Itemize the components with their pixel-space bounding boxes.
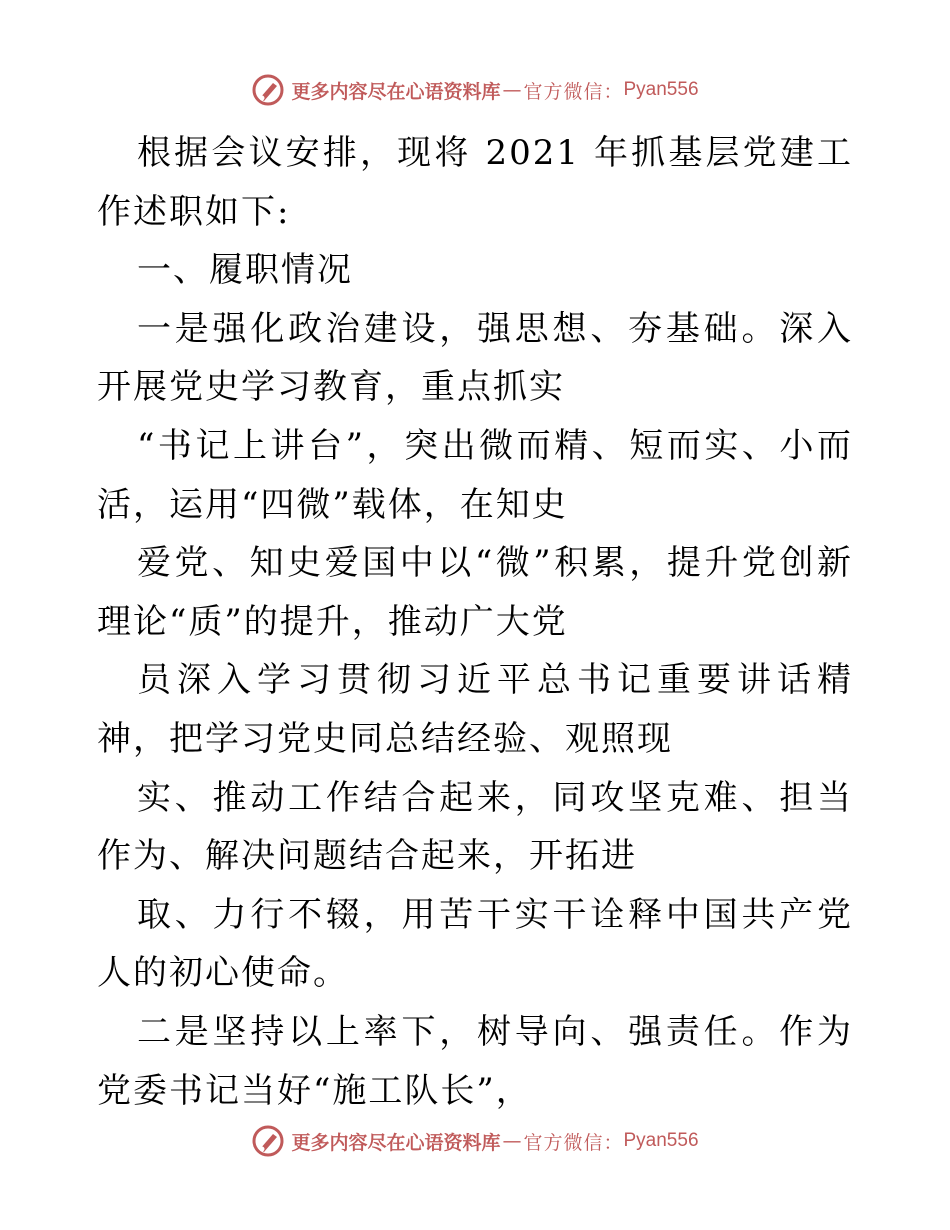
pen-logo-icon	[251, 1124, 285, 1158]
wechat-label: 官方微信：	[523, 1131, 624, 1154]
paragraph: 实、推动工作结合起来，同攻坚克难、担当作为、解决问题结合起来，开拓进	[97, 777, 853, 877]
document-body	[97, 124, 853, 1120]
banner-dash: —	[502, 1130, 522, 1152]
paragraph: 一是强化政治建设，强思想、夯基础。深入开展党史学习教育，重点抓实	[97, 308, 853, 408]
header-banner	[0, 70, 950, 110]
site-name: 更多内容尽在心语资料库	[291, 80, 501, 103]
pen-logo-icon	[251, 73, 285, 107]
paragraph: 爱党、知史爱国中以“微”积累，提升党创新理论“质”的提升，推动广大党	[97, 543, 853, 642]
wechat-account: Pyan556	[623, 1130, 699, 1151]
section-heading: 一、履职情况	[137, 250, 353, 291]
paragraph: 员深入学习贯彻习近平总书记重要讲话精神，把学习党史同总结经验、观照现	[97, 660, 853, 759]
paragraph-intro: 根据会议安排，现将 2021 年抓基层党建工作述职如下:	[97, 133, 853, 232]
paragraph: 二是坚持以上率下，树导向、强责任。作为党委书记当好“施工队长”，	[97, 1011, 853, 1111]
site-name: 更多内容尽在心语资料库	[291, 1131, 501, 1154]
footer-banner	[0, 1121, 950, 1161]
banner-dash: —	[502, 79, 522, 101]
paragraph: “书记上讲台”，突出微而精、短而实、小而活，运用“四微”载体，在知史	[97, 425, 853, 525]
wechat-account: Pyan556	[623, 79, 699, 100]
wechat-label: 官方微信：	[523, 80, 624, 103]
paragraph: 取、力行不辍，用苦干实干诠释中国共产党人的初心使命。	[97, 894, 853, 994]
